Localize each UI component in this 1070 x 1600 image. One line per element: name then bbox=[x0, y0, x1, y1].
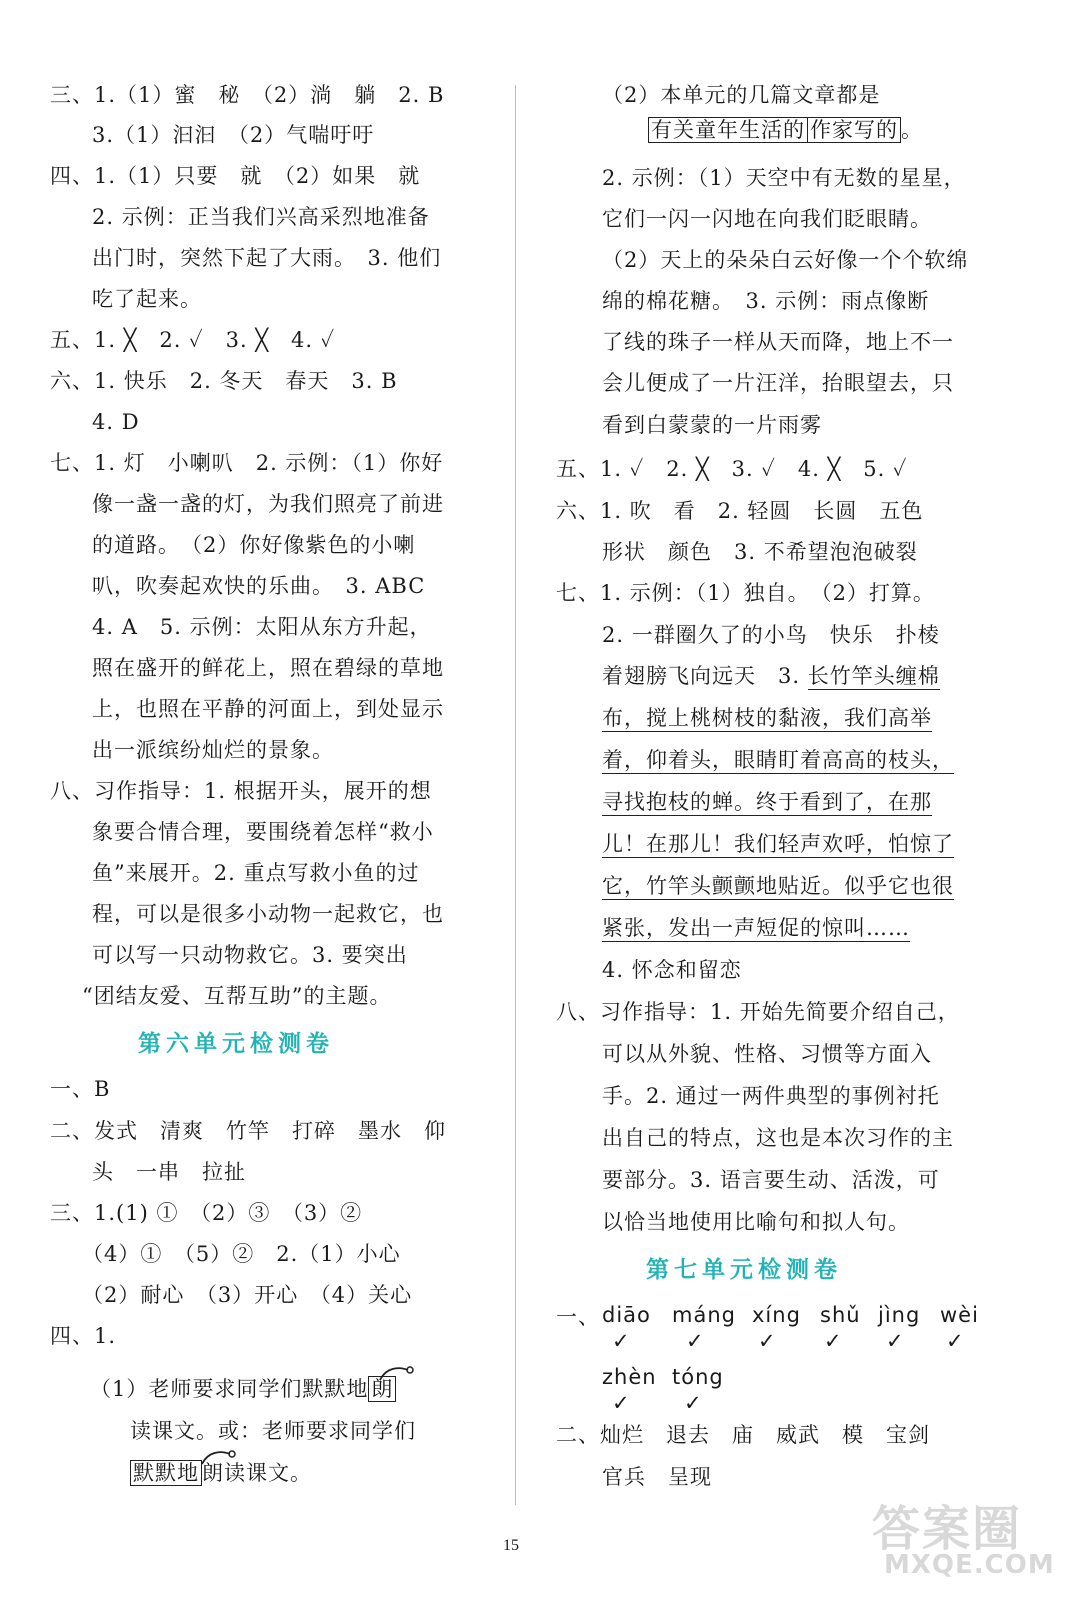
answer-line: 出一派缤纷灿烂的景象。 bbox=[92, 738, 334, 762]
answer-line: 2. 一群圈久了的小鸟 快乐 扑棱 bbox=[602, 623, 940, 647]
answer-line: 了线的珠子一样从天而降，地上不一 bbox=[602, 330, 954, 354]
watermark-url: MXQE.COM bbox=[884, 1550, 1055, 1580]
answer-line: 形状 颜色 3. 不希望泡泡破裂 bbox=[602, 540, 918, 564]
answer-line: （2）耐心 （3）开心 （4）关心 bbox=[82, 1283, 413, 1307]
check-mark: ✓ bbox=[612, 1391, 631, 1415]
answer-line: 七、1. 示例：（1）独自。 （2）打算。 bbox=[556, 581, 935, 605]
pinyin: wèi bbox=[940, 1303, 979, 1327]
check-mark: ✓ bbox=[612, 1329, 631, 1353]
correction-line: 读课文。或：老师要求同学们 bbox=[130, 1419, 416, 1443]
answer-line: 六、1. 快乐 2. 冬天 春天 3. B bbox=[50, 369, 398, 393]
answer-line bbox=[602, 661, 940, 691]
underlined-text: 布，搅上桃树枝的黏液，我们高举 bbox=[602, 706, 932, 730]
check-mark: ✓ bbox=[824, 1329, 843, 1353]
correction-text: （1）老师要求同学们默默地 bbox=[90, 1377, 369, 1401]
answer-line: （2）本单元的几篇文章都是 bbox=[602, 83, 881, 107]
answer-line bbox=[602, 745, 954, 775]
answer-line: 4. 怀念和留恋 bbox=[602, 958, 742, 982]
answer-line: 可以从外貌、性格、习惯等方面入 bbox=[602, 1042, 932, 1066]
section-heading-unit-7: 第七单元检测卷 bbox=[646, 1257, 842, 1283]
answer-line: 2. 示例：（1）天空中有无数的星星， bbox=[602, 166, 966, 190]
answer-line: 七、1. 灯 小喇叭 2. 示例：（1）你好 bbox=[50, 451, 444, 475]
pinyin: jìng bbox=[878, 1303, 921, 1327]
answer-line bbox=[602, 829, 954, 859]
answer-line: “团结友爱、互帮互助”的主题。 bbox=[82, 984, 392, 1008]
pinyin: xíng bbox=[752, 1303, 801, 1327]
answer-line: 五、1. ✓ 2. ╳ 3. ✓ 4. ╳ 5. ✓ bbox=[556, 457, 908, 481]
answer-line: 叭，吹奏起欢快的乐曲。 3. ABC bbox=[92, 574, 426, 598]
check-mark: ✓ bbox=[886, 1329, 905, 1353]
answer-line: 八、习作指导：1. 开始先简要介绍自己， bbox=[556, 1000, 960, 1024]
check-mark: ✓ bbox=[686, 1329, 705, 1353]
answer-line: 像一盏一盏的灯，为我们照亮了前进 bbox=[92, 492, 444, 516]
answer-line: 4. A 5. 示例：太阳从东方升起， bbox=[92, 615, 432, 639]
answer-line: 四、1. bbox=[50, 1324, 117, 1348]
answer-line: 以恰当地使用比喻句和拟人句。 bbox=[602, 1210, 910, 1234]
answer-line: 二、灿烂 退去 庙 威武 模 宝剑 bbox=[556, 1423, 930, 1447]
answer-line: 看到白蒙蒙的一片雨雾 bbox=[602, 413, 822, 437]
punctuation: 。 bbox=[901, 118, 923, 142]
answer-line: 吃了起来。 bbox=[92, 287, 202, 311]
answer-line: 要部分。3. 语言要生动、活泼，可 bbox=[602, 1168, 940, 1192]
answer-text: 着翅膀飞向远天 3. bbox=[602, 664, 808, 688]
answer-line: 一、 bbox=[556, 1305, 600, 1329]
answer-line: 二、发式 清爽 竹竿 打碎 墨水 仰 bbox=[50, 1119, 446, 1143]
answer-line: 四、1.（1）只要 就 （2）如果 就 bbox=[50, 164, 421, 188]
underlined-text: 着，仰着头，眼睛盯着高高的枝头， bbox=[602, 748, 954, 772]
boxed-phrase: 有关童年生活的 bbox=[648, 117, 808, 143]
check-mark: ✓ bbox=[946, 1329, 965, 1353]
pinyin: tóng bbox=[672, 1365, 724, 1389]
check-mark: ✓ bbox=[684, 1391, 703, 1415]
answer-line bbox=[602, 871, 954, 901]
answer-line bbox=[602, 703, 932, 733]
answer-line: 头 一串 拉扯 bbox=[92, 1160, 246, 1184]
answer-line: 它们一闪一闪地在向我们眨眼睛。 bbox=[602, 207, 932, 231]
answer-line: 4. D bbox=[92, 410, 140, 434]
correction-line bbox=[90, 1374, 396, 1404]
insert-mark-icon bbox=[200, 1446, 240, 1468]
answer-line: 六、1. 吹 看 2. 轻圆 长圆 五色 bbox=[556, 499, 924, 523]
pinyin: diāo bbox=[602, 1303, 651, 1327]
answer-line: 3.（1）汩汩 （2）气喘吁吁 bbox=[92, 123, 375, 147]
answer-line: （4）① （5）② 2.（1）小心 bbox=[82, 1242, 401, 1266]
answer-line: 会儿便成了一片汪洋，抬眼望去，只 bbox=[602, 371, 954, 395]
underlined-text: 寻找抱枝的蝉。终于看到了，在那 bbox=[602, 790, 932, 814]
pinyin: máng bbox=[672, 1303, 736, 1327]
answer-line: 三、1.(1) ① （2）③ （3）② bbox=[50, 1201, 363, 1225]
insert-mark-icon bbox=[378, 1362, 418, 1384]
watermark-text: 答案圈 bbox=[872, 1501, 1023, 1557]
boxed-char: 朗 bbox=[368, 1376, 396, 1402]
answer-line: 三、1.（1）蜜 秘 （2）淌 躺 2. B bbox=[50, 83, 445, 107]
underlined-text: 长竹竿头缠棉 bbox=[807, 664, 940, 688]
correction-text: 朗读课文。 bbox=[202, 1461, 312, 1485]
answer-line: （2）天上的朵朵白云好像一个个软绵 bbox=[602, 248, 969, 272]
answer-line bbox=[602, 787, 932, 817]
answer-line: 程，可以是很多小动物一起救它，也 bbox=[92, 902, 444, 926]
answer-line: 出自己的特点，这也是本次习作的主 bbox=[602, 1126, 954, 1150]
answer-line: 鱼”来展开。2. 重点写救小鱼的过 bbox=[92, 861, 420, 885]
answer-line: 2. 示例：正当我们兴高采烈地准备 bbox=[92, 205, 430, 229]
answer-line: 八、习作指导：1. 根据开头，展开的想 bbox=[50, 779, 432, 803]
answer-line: 可以写一只动物救它。3. 要突出 bbox=[92, 943, 408, 967]
answer-line: 手。2. 通过一两件典型的事例衬托 bbox=[602, 1084, 940, 1108]
answer-line: 五、1. ╳ 2. ✓ 3. ╳ 4. ✓ bbox=[50, 328, 336, 352]
answer-line: 上，也照在平静的河面上，到处显示 bbox=[92, 697, 444, 721]
page-number: 15 bbox=[503, 1537, 519, 1554]
section-heading-unit-6: 第六单元检测卷 bbox=[138, 1031, 334, 1057]
underlined-text: 它，竹竿头颤颤地贴近。似乎它也很 bbox=[602, 874, 954, 898]
underlined-text: 儿！在那儿！我们轻声欢呼，怕惊了 bbox=[602, 832, 954, 856]
boxed-phrase: 作家写的 bbox=[808, 117, 901, 143]
underlined-text: 紧张，发出一声短促的惊叫…… bbox=[602, 916, 910, 940]
column-divider bbox=[515, 85, 516, 1505]
answer-line bbox=[648, 115, 923, 145]
boxed-word: 默默地 bbox=[130, 1460, 202, 1486]
check-mark: ✓ bbox=[758, 1329, 777, 1353]
pinyin: shǔ bbox=[820, 1303, 861, 1327]
answer-line: 照在盛开的鲜花上，照在碧绿的草地 bbox=[92, 656, 444, 680]
answer-line: 一、B bbox=[50, 1077, 111, 1101]
answer-line: 出门时，突然下起了大雨。 3. 他们 bbox=[92, 246, 442, 270]
answer-line: 官兵 呈现 bbox=[602, 1465, 712, 1489]
watermark-logo bbox=[872, 1490, 1062, 1590]
pinyin: zhèn bbox=[602, 1365, 657, 1389]
answer-line bbox=[602, 913, 910, 943]
answer-line: 象要合情合理，要围绕着怎样“救小 bbox=[92, 820, 434, 844]
answer-line: 的道路。 （2）你好像紫色的小喇 bbox=[92, 533, 416, 557]
answer-line: 绵的棉花糖。 3. 示例：雨点像断 bbox=[602, 289, 930, 313]
